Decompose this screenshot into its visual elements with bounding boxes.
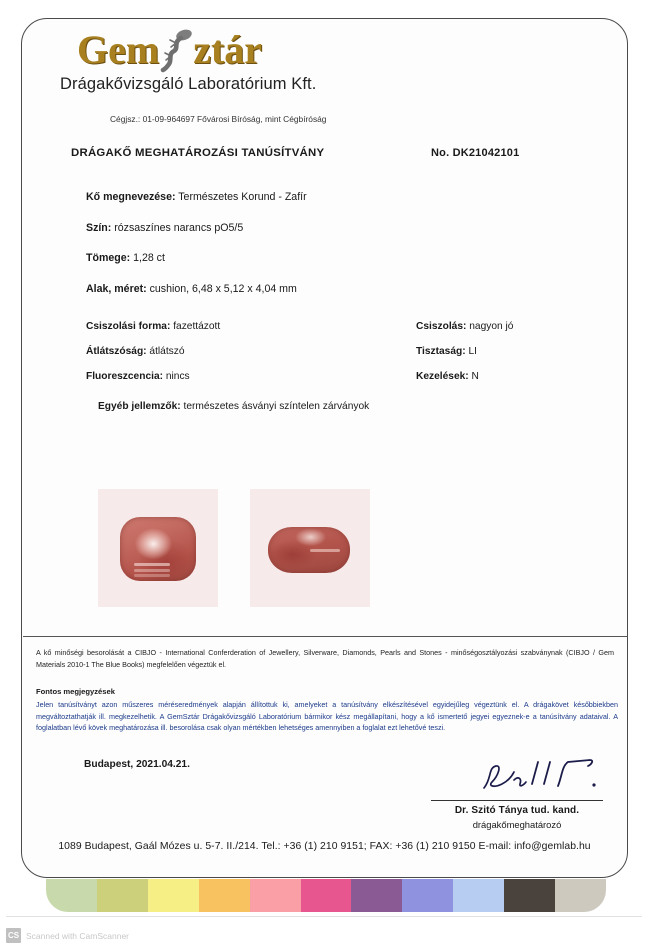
signature-block: [422, 754, 612, 830]
property-value: cushion, 6,48 x 5,12 x 4,04 mm: [149, 282, 297, 295]
color-swatch-5: [301, 879, 352, 912]
signature-line: [431, 800, 603, 801]
property-value: LI: [468, 346, 477, 357]
gem-profile-image: [268, 527, 350, 573]
signer-role: drágakőmeghatározó: [472, 819, 562, 830]
property-value: nincs: [165, 371, 190, 382]
laboratory-name: Drágakővizsgáló Laboratórium Kft.: [60, 75, 317, 93]
gecko-s-icon: [159, 29, 193, 73]
property-label: Tömege:: [86, 252, 131, 264]
gem-face-up-image: [120, 517, 196, 581]
gem-photo-face-up: [98, 489, 218, 607]
property-value: rózsaszínes narancs pO5/5: [114, 221, 244, 234]
footer-divider: [23, 636, 628, 637]
property-label: Kő megnevezése:: [86, 191, 176, 203]
property-label: Átlátszóság:: [86, 346, 147, 357]
property-cut-form: [86, 321, 220, 332]
color-swatch-7: [402, 879, 453, 912]
color-calibration-strip: [46, 879, 606, 912]
secondary-properties: [86, 321, 596, 396]
color-swatch-6: [351, 879, 402, 912]
property-value: fazettázott: [173, 321, 221, 332]
property-row-color: [86, 222, 536, 234]
property-value: átlátszó: [149, 346, 185, 357]
property-treatments: [416, 371, 479, 382]
property-label: Alak, méret:: [86, 282, 147, 295]
property-value: N: [471, 371, 479, 382]
property-label: Fluoreszcencia:: [86, 371, 163, 382]
color-swatch-3: [199, 879, 250, 912]
signer-name: Dr. Szitó Tánya tud. kand.: [454, 805, 580, 816]
company-logo: [77, 29, 262, 73]
property-label: Csiszolási forma:: [86, 321, 171, 332]
color-swatch-8: [453, 879, 504, 912]
property-row-weight: [86, 252, 536, 264]
property-value: természetes ásványi színtelen zárványok: [183, 401, 370, 412]
color-swatch-0: [46, 879, 97, 912]
logo-prefix-text: Gem: [77, 27, 160, 72]
property-label: Szín:: [86, 221, 112, 234]
property-label: Csiszolás:: [416, 321, 467, 332]
issue-place-date: Budapest, 2021.04.21.: [84, 759, 190, 770]
property-row-other-features: [98, 401, 369, 412]
property-transparency: [86, 346, 185, 357]
important-notes-heading: Fontos megjegyzések: [36, 687, 115, 696]
property-cut-grade: [416, 321, 513, 332]
certificate-number: No. DK21042101: [431, 147, 520, 159]
property-label: Egyéb jellemzők:: [98, 401, 181, 412]
page-title: DRÁGAKŐ MEGHATÁROZÁSI TANÚSÍTVÁNY: [71, 147, 325, 159]
gem-photo-profile: [250, 489, 370, 607]
address-footer: 1089 Budapest, Gaál Mózes u. 5-7. II./214. Tel.: +36 (1) 210 9151; FAX: +36 (1) 210 9150 E-mail: info@gemlab.hu: [58, 841, 591, 852]
property-row-cut: [86, 321, 596, 346]
color-swatch-10: [555, 879, 606, 912]
property-label: Kezelések:: [416, 371, 469, 382]
property-row-stone-name: [86, 191, 536, 203]
property-row-fluorescence: [86, 371, 596, 396]
color-swatch-2: [148, 879, 199, 912]
property-value: Természetes Korund - Zafír: [178, 191, 307, 203]
color-swatch-1: [97, 879, 148, 912]
property-row-transparency: [86, 346, 596, 371]
cibjo-standard-note: A kő minőségi besorolását a CIBJO - International Conferderation of Jewellery, Silverware, Diamonds, Pearls and Stones - minőségosztályozási szabványnak (CIBJO / Gem Materials 2010-1 The Blue Books) megfelelően végeztük el.: [36, 648, 614, 670]
camscanner-watermark: [6, 928, 129, 943]
property-row-shape-size: [86, 283, 536, 295]
color-swatch-9: [504, 879, 555, 912]
certificate-sheet: [21, 18, 628, 878]
important-notes-body: Jelen tanúsítványt azon műszeres méréseredmények alapján állítottuk ki, amelyeket a tanúsítvány elkészítésével egyidejűleg végeztünk el. A drágakövet későbbiekben megváltoztathatják ill. megkezelhetik. A GemSztár Drágakővizsgáló Laboratórium bármikor kész megállapítani, hogy a kő ismertető jegyei egyeznek-e a tanúsítvány adataival. A foglalatban lévő kövek meghatározása ill. besorolása csak olyan mértékben lehetséges amennyiben a foglalat ezt lehetővé teszi.: [36, 700, 618, 733]
property-value: 1,28 ct: [133, 252, 165, 264]
property-label: Tisztaság:: [416, 346, 466, 357]
logo-suffix-text: ztár: [193, 27, 263, 72]
property-value: nagyon jó: [469, 321, 514, 332]
scan-edge-line: [6, 916, 642, 917]
property-clarity: [416, 346, 477, 357]
company-registration: Cégjsz.: 01-09-964697 Fővárosi Bíróság, mint Cégbíróság: [110, 114, 327, 124]
primary-properties: [86, 191, 536, 313]
color-swatch-4: [250, 879, 301, 912]
camscanner-label: Scanned with CamScanner: [26, 930, 130, 941]
property-fluorescence: [86, 371, 190, 382]
handwritten-signature: [422, 754, 612, 800]
camscanner-badge-icon: CS: [6, 928, 21, 943]
gem-photo-gallery: [98, 489, 348, 609]
